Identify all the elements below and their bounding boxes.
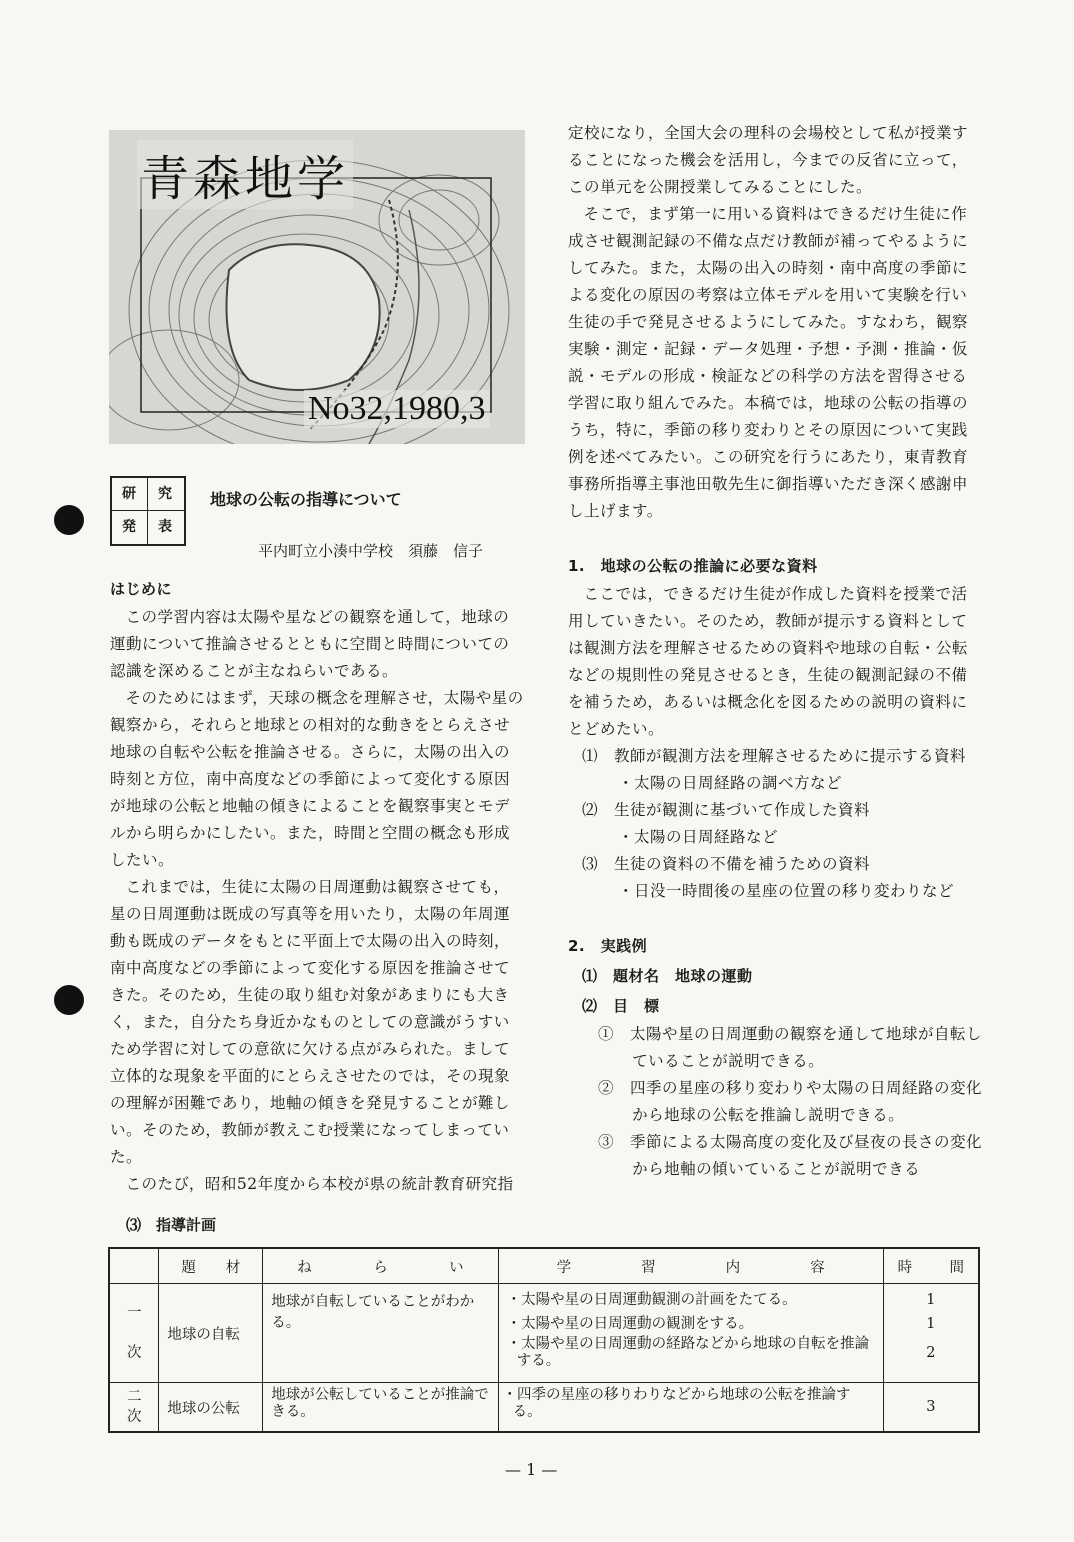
right-column <box>568 120 983 1183</box>
goal-number: ① <box>598 1025 615 1043</box>
content-cell <box>498 1284 883 1383</box>
hours-cell: 3 <box>883 1383 979 1433</box>
punch-hole-top <box>54 505 84 535</box>
paragraph: これまでは，生徒に太陽の日周運動は観察させても，星の日周運動は既成の写真等を用いたり，太陽の年周運動も既成のデータをもとに平面上で太陽の出入の時刻，南中高度などの季節によって変化する原因を推論させてきた。そのため，生徒の取り組む対象があまりにも大きく，また，自分たち身近かなものとしての意識がうすいため学習に対しての意欲に欠ける点がみられた。まして立体的な現象を平面的にとらえさせたのでは，その現象の理解が困難であり，地軸の傾きを発見することが難しい。そのため，教師が教えこむ授業になってしまっていた。 <box>110 878 511 1166</box>
journal-title: 青森地学 <box>137 140 353 209</box>
badge-char: 究 <box>158 486 172 502</box>
article-title: 地球の公転の指導について <box>210 490 402 509</box>
left-column <box>110 574 525 1198</box>
intro-heading: はじめに <box>110 580 173 598</box>
research-badge <box>110 476 186 546</box>
teaching-plan-table <box>108 1247 980 1433</box>
stage-cell: 二 次 <box>109 1383 159 1433</box>
section-heading: 2. 実践例 <box>568 937 648 955</box>
item-number: ⑶ <box>582 855 599 873</box>
item-sub: ・太陽の日周経路など <box>618 828 779 846</box>
header-content: 学 習 内 容 <box>498 1248 883 1284</box>
author-line: 平内町立小湊中学校 須藤 信子 <box>258 542 484 560</box>
badge-char: 発 <box>122 519 136 535</box>
punch-hole-bottom <box>54 985 84 1015</box>
plan-label <box>126 1214 216 1235</box>
paragraph: この学習内容は太陽や星などの観察を通して，地球の運動について推論させるとともに空間と時間についての認識を深めることが主なねらいである。 <box>110 608 510 680</box>
header-aim: ね ら い <box>263 1248 498 1284</box>
item-sub: ・太陽の日周経路の調べ方など <box>618 774 843 792</box>
header-subject: 題 材 <box>159 1248 263 1284</box>
item-text: 生徒が観測に基づいて作成した資料 <box>614 801 871 819</box>
content-item: ・太陽や星の日周運動の観測をする。 <box>506 1316 754 1332</box>
badge-char: 表 <box>158 519 172 535</box>
content-item: ・太陽や星の日周運動の経路などから地球の自転を推論する。 <box>506 1336 870 1369</box>
stage-cell: 一 次 <box>109 1284 159 1383</box>
aim-cell: 地球が公転していることが推論できる。 <box>263 1383 498 1433</box>
goal-text: 四季の星座の移り変わりや太陽の日周経路の変化から地球の公転を推論し説明できる。 <box>630 1079 983 1124</box>
issue-number: No32,1980,3 <box>304 390 490 428</box>
topic-text: 題材名 地球の運動 <box>613 967 753 985</box>
item-number: ⑴ <box>582 967 598 985</box>
plan-label-number: ⑶ <box>126 1216 142 1234</box>
goal-text: 季節による太陽高度の変化及び昼夜の長さの変化から地軸の傾いていることが説明できる <box>630 1133 983 1178</box>
table-row <box>109 1383 979 1433</box>
content-item: ・四季の星座の移りわりなどから地球の公転を推論する。 <box>498 1383 883 1433</box>
subject-cell: 地球の公転 <box>159 1383 263 1433</box>
aim-cell: 地球が自転していることがわかる。 <box>263 1284 498 1383</box>
header-hours: 時 間 <box>883 1248 979 1284</box>
goal-number: ② <box>598 1079 615 1097</box>
plan-label-text: 指導計画 <box>156 1216 217 1234</box>
paragraph: そこで，まず第一に用いる資料はできるだけ生徒に作成させ観測記録の不備な点だけ教師が補ってやるようにしてみた。また，太陽の出入の時刻・南中高度の季節による変化の原因の考察は立体モデルを用いて実験を行い生徒の手で発見させるようにしてみた。すなわち，観察実験・測定・記録・データ処理・予想・予測・推論・仮説・モデルの形成・検証などの科学の方法を習得させる学習に取り組んでみた。本稿では，地球の公転の指導のうち，特に，季節の移り変わりとその原因について実践例を述べてみたい。この研究を行うにあたり，東青教育事務所指導主事池田敬先生に御指導いただき深く感謝申し上げます。 <box>568 205 969 520</box>
paragraph: ここでは，できるだけ生徒が作成した資料を授業で活用していきたい。そのため，教師が提示する資料としては観測方法を理解させるための資料や地球の自転・公転などの規則性の発見させるとき，生徒の観測記録の不備を補うため，あるいは概念化を図るための説明の資料にとどめたい。 <box>568 585 969 738</box>
content-item: ・太陽や星の日周運動観測の計画をたてる。 <box>506 1292 797 1308</box>
hours-cell: 1 1 2 <box>883 1284 979 1383</box>
item-number: ⑵ <box>582 801 599 819</box>
section-heading: 1. 地球の公転の推論に必要な資料 <box>568 557 818 575</box>
item-number: ⑵ <box>582 997 598 1015</box>
table-row <box>109 1284 979 1383</box>
header-stage <box>109 1248 159 1284</box>
paragraph: そのためにはまず，天球の概念を理解させ，太陽や星の観察から，それらと地球との相対的な動きをとらえさせ地球の自転や公転を推論させる。さらに，太陽の出入の時刻と方位，南中高度などの季節によって変化する原因が地球の公転と地軸の傾きによることを観察事実とモデルから明らかにしたい。また，時間と空間の概念も形成したい。 <box>110 689 524 869</box>
goal-label: 目 標 <box>613 997 660 1015</box>
page-number: — 1 — <box>505 1460 558 1479</box>
paragraph: このたび，昭和52年度から本校が県の統計教育研究指 <box>125 1175 514 1193</box>
goal-text: 太陽や星の日周運動の観察を通して地球が自転していることが説明できる。 <box>630 1025 983 1070</box>
item-number: ⑴ <box>582 747 599 765</box>
journal-logo <box>109 130 525 444</box>
paragraph: 定校になり，全国大会の理科の会場校として私が授業することになった機会を活用し，今までの反省に立って，この単元を公開授業してみることにした。 <box>568 124 969 196</box>
goal-number: ③ <box>598 1133 615 1151</box>
item-sub: ・日没一時間後の星座の位置の移り変わりなど <box>618 882 955 900</box>
item-text: 教師が観測方法を理解させるために提示する資料 <box>614 747 967 765</box>
item-text: 生徒の資料の不備を補うための資料 <box>614 855 871 873</box>
subject-cell: 地球の自転 <box>159 1284 263 1383</box>
table-header-row <box>109 1248 979 1284</box>
badge-char: 研 <box>122 486 136 502</box>
